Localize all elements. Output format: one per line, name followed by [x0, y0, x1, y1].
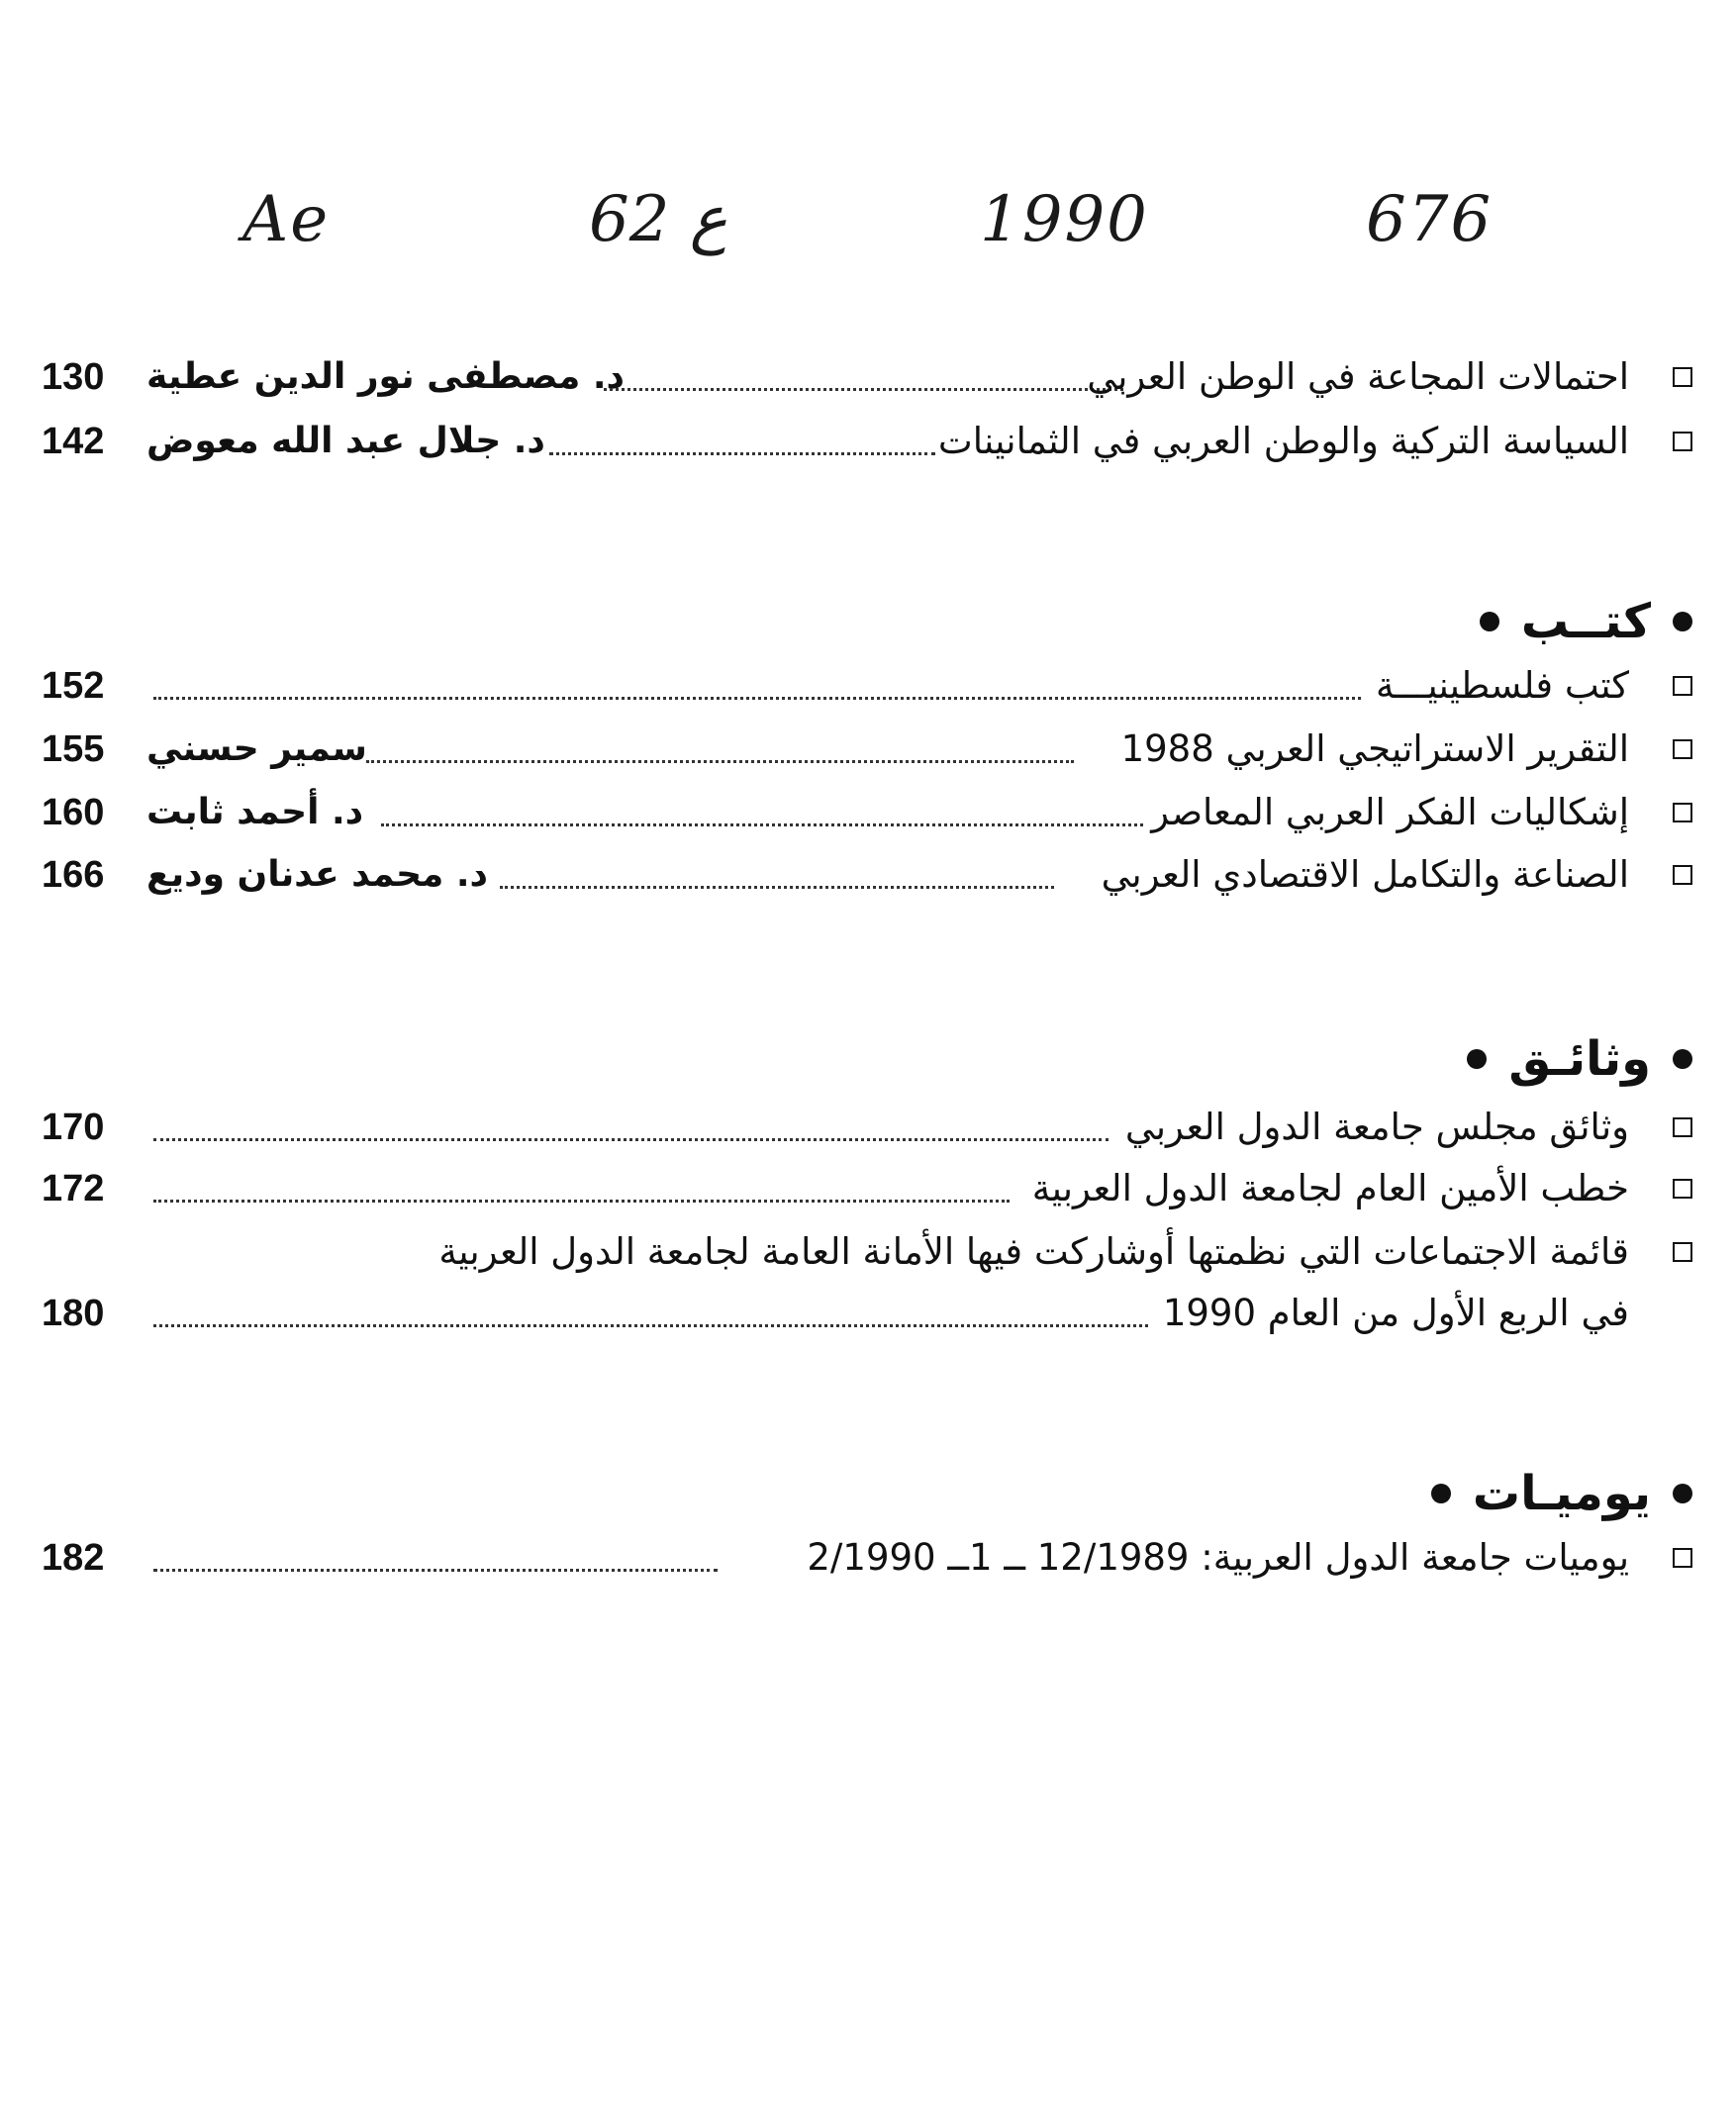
checkbox-icon: [1673, 1548, 1692, 1568]
entry-title-line2: في الربع الأول من العام 1990: [1162, 1292, 1629, 1334]
checkbox-icon: [1673, 367, 1692, 387]
toc-entry[interactable]: [0, 784, 1736, 841]
page-number: 142: [42, 421, 105, 462]
section-title: وثائـق: [1508, 1031, 1651, 1087]
page-number: 160: [42, 792, 105, 833]
bullet-icon: [1673, 1049, 1692, 1069]
bullet-icon: [1431, 1484, 1451, 1503]
page-number: 172: [42, 1168, 105, 1209]
dot-leader: [381, 823, 1143, 826]
dot-leader: [153, 697, 1361, 700]
section-heading-diaries: [1431, 1459, 1692, 1528]
checkbox-icon: [1673, 432, 1692, 451]
toc-entry[interactable]: [0, 1160, 1736, 1217]
dot-leader: [153, 1138, 1109, 1141]
handwritten-mark: 1990: [980, 183, 1149, 256]
dot-leader: [366, 760, 1074, 763]
section-title: كتــب: [1520, 594, 1651, 649]
page-number: 152: [42, 665, 105, 707]
toc-entry[interactable]: [0, 657, 1736, 715]
page-number: 155: [42, 728, 105, 770]
checkbox-icon: [1673, 1242, 1692, 1262]
toc-entry-continuation[interactable]: [0, 1285, 1736, 1342]
checkbox-icon: [1673, 739, 1692, 759]
checkbox-icon: [1673, 1179, 1692, 1199]
entry-author: د. مصطفى نور الدين عطية: [146, 356, 626, 397]
dot-leader: [153, 1569, 718, 1572]
section-title: يوميـات: [1472, 1466, 1651, 1521]
entry-title: الصناعة والتكامل الاقتصادي العربي: [1101, 853, 1629, 896]
bullet-icon: [1480, 612, 1499, 631]
toc-entry[interactable]: [0, 413, 1736, 470]
bullet-icon: [1467, 1049, 1487, 1069]
page-number: 180: [42, 1293, 105, 1334]
page-number: 166: [42, 854, 105, 896]
checkbox-icon: [1673, 676, 1692, 696]
dot-leader: [500, 886, 1054, 889]
toc-entry[interactable]: [0, 1529, 1736, 1587]
dot-leader: [549, 452, 935, 455]
page-number: 170: [42, 1107, 105, 1148]
entry-author: د. محمد عدنان وديع: [146, 854, 489, 895]
checkbox-icon: [1673, 865, 1692, 885]
entry-author: د. أحمد ثابت: [146, 792, 364, 832]
handwritten-mark: 62 ع: [589, 183, 727, 256]
toc-entry[interactable]: [0, 846, 1736, 904]
section-heading-documents: [1467, 1024, 1692, 1094]
entry-title: كتب فلسطينيـــة: [1375, 664, 1629, 707]
entry-title: وثائق مجلس جامعة الدول العربي: [1124, 1106, 1629, 1148]
entry-title: التقرير الاستراتيجي العربي 1988: [1120, 727, 1629, 770]
entry-author: د. جلال عبد الله معوض: [146, 421, 545, 461]
dot-leader: [604, 388, 1123, 391]
dot-leader: [153, 1324, 1148, 1327]
bullet-icon: [1673, 612, 1692, 631]
section-heading-books: [1480, 587, 1692, 656]
entry-title: يوميات جامعة الدول العربية: 12/1989 ــ 1ــ 2/1990: [807, 1536, 1629, 1579]
page-number: 182: [42, 1537, 105, 1579]
toc-entry[interactable]: [0, 1099, 1736, 1156]
dot-leader: [153, 1200, 1010, 1203]
checkbox-icon: [1673, 803, 1692, 822]
toc-entry[interactable]: [0, 1223, 1736, 1281]
bullet-icon: [1673, 1484, 1692, 1503]
entry-title: السياسة التركية والوطن العربي في الثمانينات: [937, 420, 1629, 462]
handwritten-mark: 676: [1366, 183, 1494, 256]
entry-author: سمير حسني: [146, 728, 367, 769]
entry-title: خطب الأمين العام لجامعة الدول العربية: [1031, 1167, 1629, 1209]
entry-title: قائمة الاجتماعات التي نظمتها أوشاركت فيها الأمانة العامة لجامعة الدول العربية: [438, 1230, 1629, 1273]
handwritten-mark: Ae: [242, 183, 331, 256]
page-number: 130: [42, 356, 105, 398]
entry-title: احتمالات المجاعة في الوطن العربي: [1087, 355, 1629, 398]
toc-entry[interactable]: [0, 721, 1736, 778]
entry-title: إشكاليات الفكر العربي المعاصر: [1151, 791, 1629, 833]
checkbox-icon: [1673, 1117, 1692, 1137]
toc-entry[interactable]: [0, 348, 1736, 406]
